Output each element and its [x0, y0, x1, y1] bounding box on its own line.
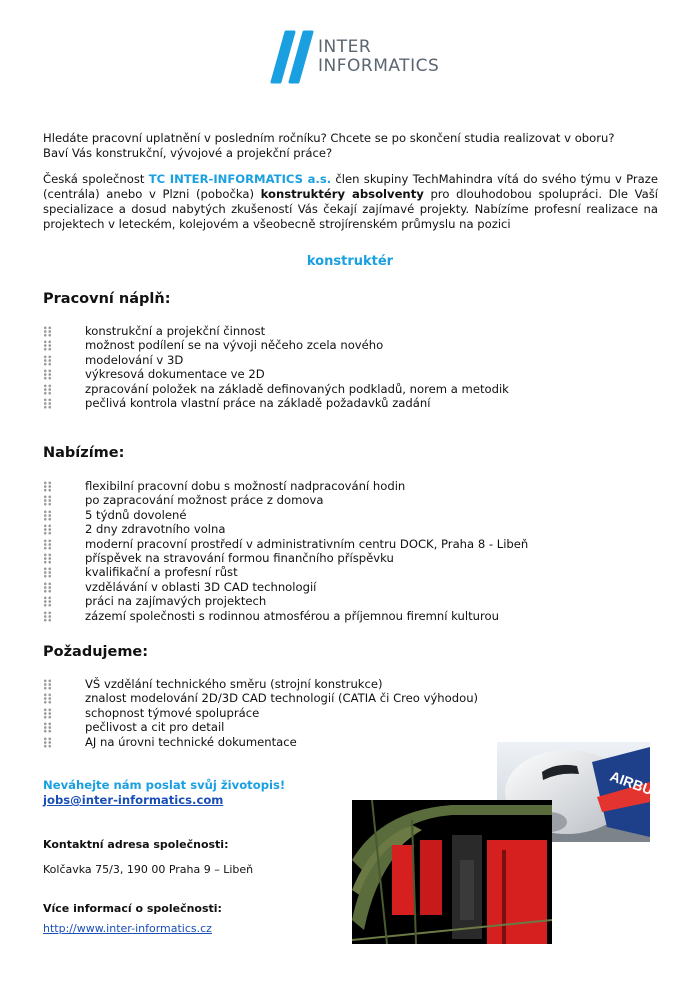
company-text-2: člen skupiny TechMahindra vítá do svého týmu v Praze (centrála) anebo v Plzni (pobočka): [43, 172, 658, 201]
bullet-icon: [43, 679, 52, 690]
bullet-icon: [43, 737, 52, 748]
contact-address: Kolčavka 75/3, 190 00 Praha 9 – Libeň: [43, 863, 254, 876]
bullet-icon: [43, 384, 52, 395]
intro-paragraph: [43, 131, 658, 161]
list-item: VŠ vzdělání technického směru (strojní konstrukce): [43, 677, 478, 691]
intro-line-1: Hledáte pracovní uplatnění v posledním ročníku? Chcete se po skončení studia realizovat v oboru?: [43, 131, 615, 145]
section-title-nabizime: Nabízíme:: [43, 445, 125, 461]
cad-illustration: [352, 800, 552, 944]
bullet-icon: [43, 693, 52, 704]
bullet-icon: [43, 495, 52, 506]
cta-text: Neváhejte nám poslat svůj životopis!: [43, 778, 286, 792]
bullet-icon: [43, 582, 52, 593]
bullet-icon: [43, 369, 52, 380]
bullet-icon: [43, 553, 52, 564]
list-item: schopnost týmové spolupráce: [43, 706, 478, 720]
company-text-3: pro dlouhodobou spolupráci. Dle Vaší specializace a dosud nabytých zkušeností Vás čekají zajímavé projekty. Nabízíme profesní realizace na projektech v leteckém, kolejovém a všeobecně strojírenském průmyslu na pozici: [43, 187, 658, 231]
list-item: pečlivost a cit pro detail: [43, 720, 478, 734]
website-link[interactable]: http://www.inter-informatics.cz: [43, 922, 212, 935]
company-highlight: konstruktéry absolventy: [260, 187, 424, 201]
section-title-pozadujeme: Požadujeme:: [43, 644, 149, 660]
logo-line-2: INFORMATICS: [318, 56, 440, 76]
list-item: 2 dny zdravotního volna: [43, 522, 528, 536]
bullet-icon: [43, 596, 52, 607]
list-item: práci na zajímavých projektech: [43, 594, 528, 608]
plane-livery-text: AIRBU: [607, 767, 656, 798]
bullet-icon: [43, 340, 52, 351]
list-item: konstrukční a projekční činnost: [43, 324, 509, 338]
list-item: moderní pracovní prostředí v administrativním centru DOCK, Praha 8 - Libeň: [43, 537, 528, 551]
list-item: zpracování položek na základě definovaných podkladů, norem a metodik: [43, 382, 509, 396]
bullet-icon: [43, 326, 52, 337]
list-item: kvalifikační a profesní růst: [43, 565, 528, 579]
company-name: TC INTER-INFORMATICS a.s.: [148, 172, 332, 186]
list-item: flexibilní pracovní dobu s možností nadpracování hodin: [43, 479, 528, 493]
cad-fuselage-image: [352, 800, 552, 944]
bullet-icon: [43, 539, 52, 550]
list-item: pečlivá kontrola vlastní práce na základě požadavků zadání: [43, 396, 509, 410]
contact-label: Kontaktní adresa společnosti:: [43, 838, 229, 851]
bullet-icon: [43, 708, 52, 719]
email-link[interactable]: jobs@inter-informatics.com: [43, 793, 224, 807]
bullet-icon: [43, 524, 52, 535]
list-item: znalost modelování 2D/3D CAD technologií (CATIA či Creo výhodou): [43, 691, 478, 705]
bullet-icon: [43, 567, 52, 578]
list-item: možnost podílení se na vývoji něčeho zcela nového: [43, 338, 509, 352]
logo-line-1: INTER: [318, 37, 372, 57]
list-pozadujeme: [43, 677, 478, 749]
list-item: po zapracování možnost práce z domova: [43, 493, 528, 507]
list-item: 5 týdnů dovolené: [43, 508, 528, 522]
bullet-icon: [43, 481, 52, 492]
intro-line-2: Baví Vás konstrukční, vývojové a projekční práce?: [43, 146, 333, 160]
company-logo: [270, 30, 440, 90]
logo-mark-icon: [270, 30, 316, 86]
more-info-label: Více informací o společnosti:: [43, 902, 222, 915]
bullet-icon: [43, 722, 52, 733]
company-text-1: Česká společnost: [43, 172, 149, 186]
bullet-icon: [43, 510, 52, 521]
section-title-napln: Pracovní náplň:: [43, 291, 171, 307]
logo-wordmark: [318, 38, 439, 76]
list-item: vzdělávání v oblasti 3D CAD technologií: [43, 580, 528, 594]
position-title: konstruktér: [306, 254, 394, 269]
list-item: příspěvek na stravování formou finančního příspěvku: [43, 551, 528, 565]
bullet-icon: [43, 611, 52, 622]
company-paragraph: [43, 172, 658, 232]
list-item: výkresová dokumentace ve 2D: [43, 367, 509, 381]
list-item: modelování v 3D: [43, 353, 509, 367]
list-napln: [43, 324, 509, 410]
bullet-icon: [43, 398, 52, 409]
list-item: zázemí společnosti s rodinnou atmosférou a příjemnou firemní kulturou: [43, 609, 528, 623]
cta-block: [43, 778, 285, 808]
list-nabizime: [43, 479, 528, 623]
list-item: AJ na úrovni technické dokumentace: [43, 735, 478, 749]
bullet-icon: [43, 355, 52, 366]
